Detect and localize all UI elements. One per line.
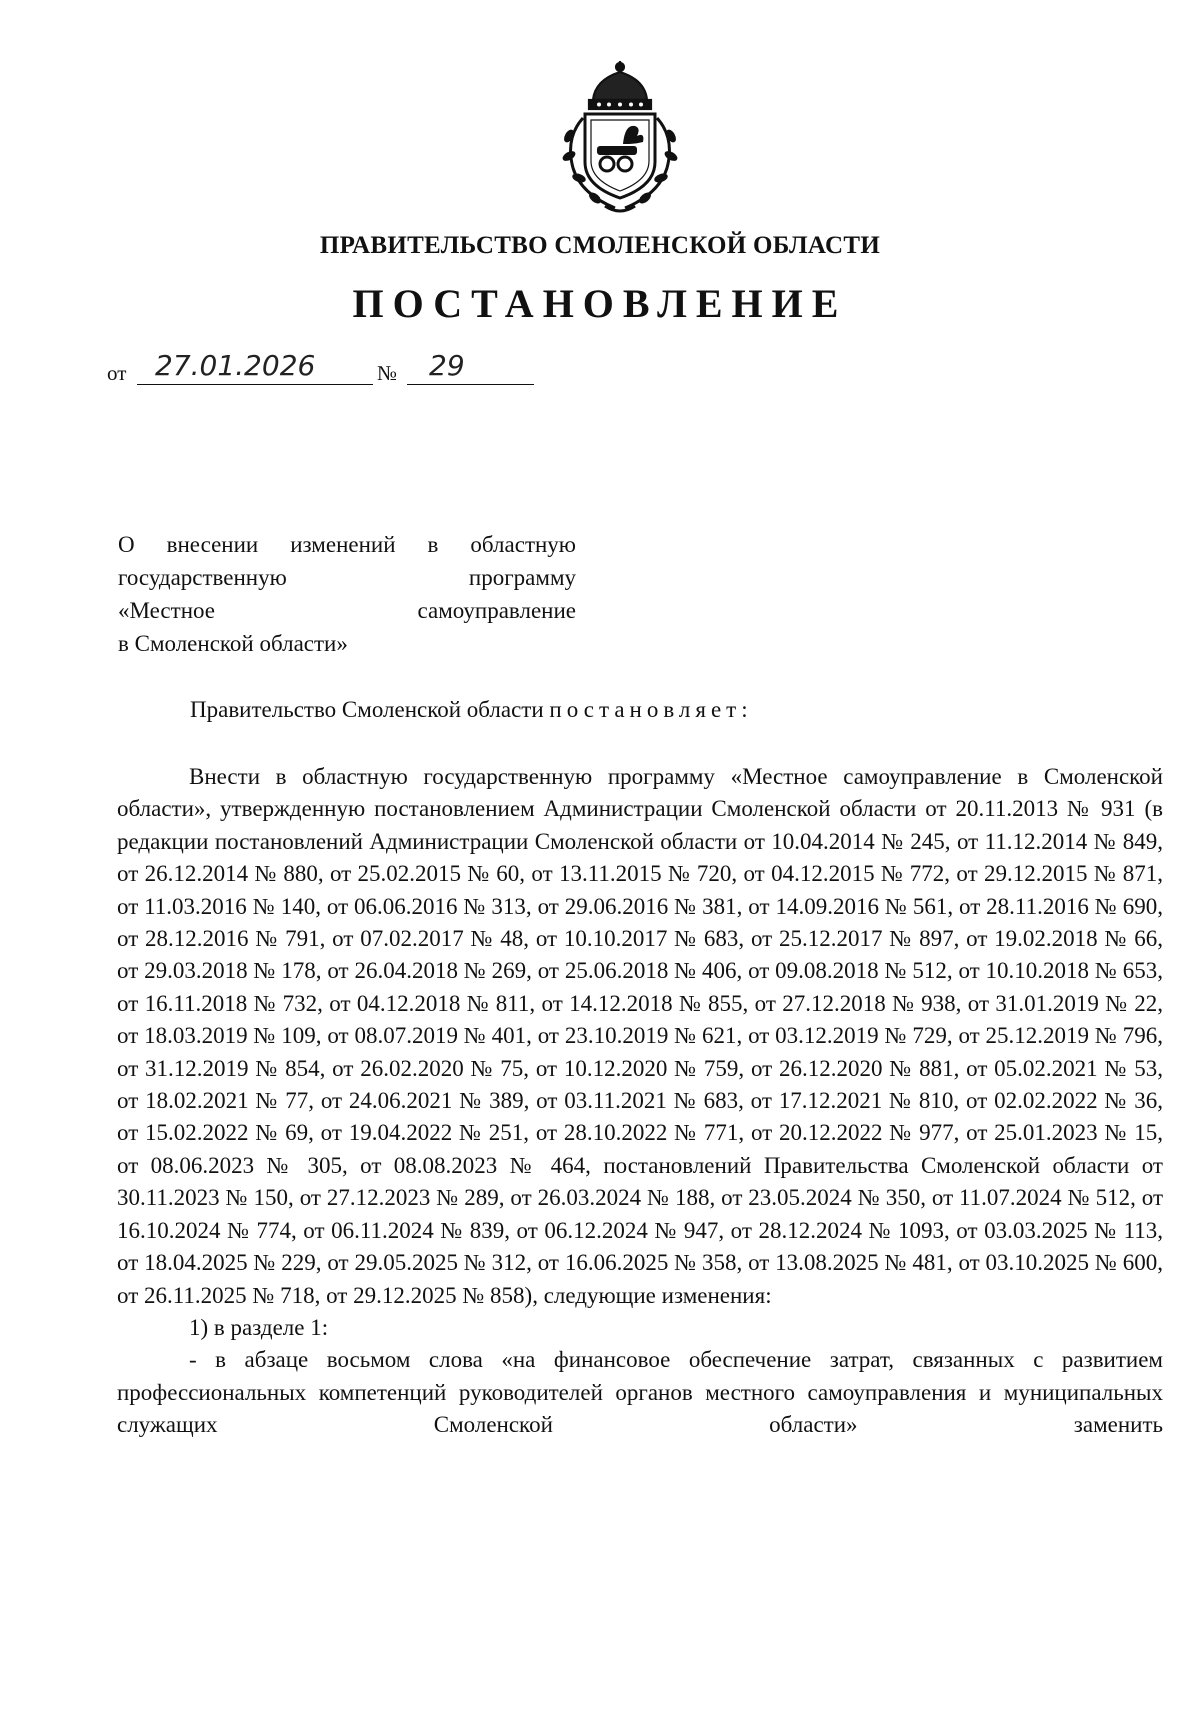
subject-line: О внесении изменений в областную	[118, 532, 576, 557]
number-label: №	[377, 361, 398, 385]
subject-line: «Местное самоуправление	[118, 598, 576, 623]
list-item-1-bullet: - в абзаце восьмом слова «на финансовое обеспечение затрат, связанных с развитием профессиональных компетенций руководителей органов местного самоуправления и муниципальных служащих Смоленской области» заменить	[117, 1347, 1163, 1438]
handwritten-number: 29	[429, 349, 465, 382]
date-number-line	[107, 349, 547, 395]
date-from-label: от	[107, 361, 127, 385]
handwritten-date: 27.01.2026	[155, 349, 316, 382]
date-underline	[137, 384, 373, 385]
subject-line: в Смоленской области»	[118, 631, 348, 656]
organization-name: ПРАВИТЕЛЬСТВО СМОЛЕНСКОЙ ОБЛАСТИ	[319, 232, 881, 259]
smolensk-coat-of-arms-icon	[555, 58, 685, 218]
main-paragraph: Внести в областную государственную программу «Местное самоуправление в Смоленской области», утвержденную постановлением Администрации Смоленской области от 20.11.2013 № 931 (в редакции постановлений Администрации Смоленской области от 10.04.2014 № 245, от 11.12.2014 № 849, от 26.12.2014 № 880, от 25.02.2015 № 60, от 13.11.2015 № 720, от 04.12.2015 № 772, от 29.12.2015 № 871, от 11.03.2016 № 140, от 06.06.2016 № 313, от 29.06.2016 № 381, от 14.09.2016 № 561, от 28.11.2016 № 690, от 28.12.2016 № 791, от 07.02.2017 № 48, от 10.10.2017 № 683, от 25.12.2017 № 897, от 19.02.2018 № 66, от 29.03.2018 № 178, от 26.04.2018 № 269, от 25.06.2018 № 406, от 09.08.2018 № 512, от 10.10.2018 № 653, от 16.11.2018 № 732, от 04.12.2018 № 811, от 14.12.2018 № 855, от 27.12.2018 № 938, от 31.01.2019 № 22, от 18.03.2019 № 109, от 08.07.2019 № 401, от 23.10.2019 № 621, от 03.12.2019 № 729, от 25.12.2019 № 796, от 31.12.2019 № 854, от 26.02.2020 № 75, от 10.12.2020 № 759, от 26.12.2020 № 881, от 05.02.2021 № 53, от 18.02.2021 № 77, от 24.06.2021 № 389, от 03.11.2021 № 683, от 17.12.2021 № 810, от 02.02.2022 № 36, от 15.02.2022 № 69, от 19.04.2022 № 251, от 28.10.2022 № 771, от 20.12.2022 № 977, от 25.01.2023 № 15, от 08.06.2023 № 305, от 08.08.2023 № 464, постановлений Правительства Смоленской области от 30.11.2023 № 150, от 27.12.2023 № 289, от 26.03.2024 № 188, от 23.05.2024 № 350, от 11.07.2024 № 512, от 16.10.2024 № 774, от 06.11.2024 № 839, от 06.12.2024 № 947, от 28.12.2024 № 1093, от 03.03.2025 № 113, от 18.04.2025 № 229, от 29.05.2025 № 312, от 16.06.2025 № 358, от 13.08.2025 № 481, от 03.10.2025 № 600, от 26.11.2025 № 718, от 29.12.2025 № 858), следующие изменения:	[117, 764, 1163, 1308]
decree-prefix: Правительство Смоленской области	[190, 697, 544, 722]
document-body	[117, 761, 1163, 1442]
document-type-title: ПОСТАНОВЛЕНИЕ	[352, 281, 848, 326]
subject-line: государственную программу	[118, 565, 576, 590]
number-underline	[407, 384, 534, 385]
list-item-1: 1) в разделе 1:	[189, 1314, 329, 1340]
decree-formula	[190, 697, 753, 723]
decree-verb: постановляет:	[549, 697, 753, 722]
document-subject	[118, 528, 576, 660]
